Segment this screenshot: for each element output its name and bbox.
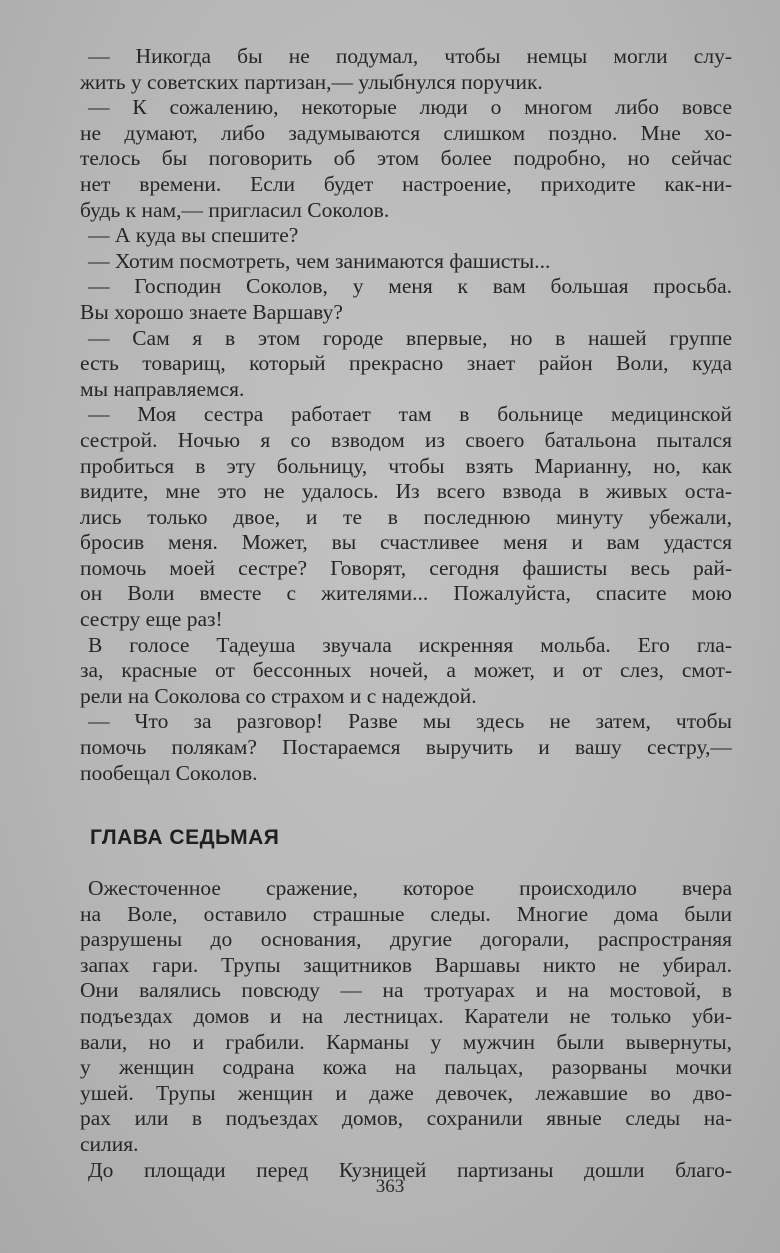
text-line: рели на Соколова со страхом и с надеждой. [80,683,477,708]
text-line: лись только двое, и те в последнюю минуту убежали, [80,504,732,529]
text-line: силия. [80,1131,139,1156]
text-line: пообещал Соколов. [80,760,258,785]
text-line: Они валялись повсюду — на тротуарах и на мостовой, в [80,978,732,1003]
text-line: мы направляемся. [80,376,245,401]
text-line: не думают, либо задумываются слишком поздно. Мне хо- [80,120,732,145]
text-line: сестрой. Ночью я со взводом из своего батальона пытался [80,427,732,452]
text-line: — Сам я в этом городе впервые, но в нашей группе [88,325,732,350]
text-line: видите, мне это не удалось. Из всего взвода в живых оста- [80,479,732,504]
text-line: нет времени. Если будет настроение, приходите как-ни- [80,171,732,196]
text-line: пробиться в эту больницу, чтобы взять Марианну, но, как [80,453,732,478]
text-line: — Господин Соколов, у меня к вам большая просьба. [88,274,732,299]
text-line: за, красные от бессонных ночей, а может, и от слез, смот- [80,658,732,683]
text-line: — Что за разговор! Разве мы здесь не затем, чтобы [88,709,732,734]
text-line: — Моя сестра работает там в больнице медицинской [88,402,732,427]
text-line: жить у советских партизан,— улыбнулся поручик. [80,69,543,94]
chapter-text-block [80,876,732,1183]
dialogue-text-block [80,44,732,786]
text-line: он Воли вместе с жителями... Пожалуйста, спасите мою [80,581,732,606]
text-line: вали, но и грабили. Карманы у мужчин были вывернуты, [80,1029,732,1054]
text-line: — К сожалению, некоторые люди о многом либо вовсе [88,95,732,120]
text-line: В голосе Тадеуша звучала искренняя мольба. Его гла- [88,632,732,657]
text-line: — Никогда бы не подумал, чтобы немцы могли слу- [88,44,732,68]
text-line: До площади перед Кузницей партизаны дошли благо- [88,1157,732,1182]
text-line: будь к нам,— пригласил Соколов. [80,197,390,222]
page-number: 363 [375,1176,405,1197]
text-line: есть товарищ, который прекрасно знает район Воли, куда [80,351,732,376]
text-line: на Воле, оставило страшные следы. Многие дома были [80,901,732,926]
text-line: рах или в подъездах домов, сохранили явные следы на- [80,1106,732,1131]
text-line: ушей. Трупы женщин и даже девочек, лежавшие во дво- [80,1080,732,1105]
text-line: бросив меня. Может, вы счастливее меня и вам удастся [80,530,732,555]
text-line: Ожесточенное сражение, которое происходило вчера [88,876,732,900]
text-line: помочь полякам? Постараемся выручить и вашу сестру,— [80,735,732,760]
text-line: — Хотим посмотреть, чем занимаются фашисты... [88,248,551,273]
text-line: — А куда вы спешите? [88,223,299,248]
text-line: подъездах домов и на лестницах. Каратели не только уби- [80,1003,732,1028]
text-line: запах гари. Трупы защитников Варшавы никто не убирал. [80,952,732,977]
chapter-heading: ГЛАВА СЕДЬМАЯ [90,826,280,849]
text-line: Вы хорошо знаете Варшаву? [80,299,343,324]
text-line: сестру еще раз! [80,607,223,632]
text-line: у женщин содрана кожа на пальцах, разорваны мочки [80,1055,732,1080]
text-line: телось бы поговорить об этом более подробно, но сейчас [80,146,732,171]
text-line: разрушены до основания, другие догорали, распространяя [80,927,732,952]
text-line: помочь моей сестре? Говорят, сегодня фашисты весь рай- [80,555,732,580]
